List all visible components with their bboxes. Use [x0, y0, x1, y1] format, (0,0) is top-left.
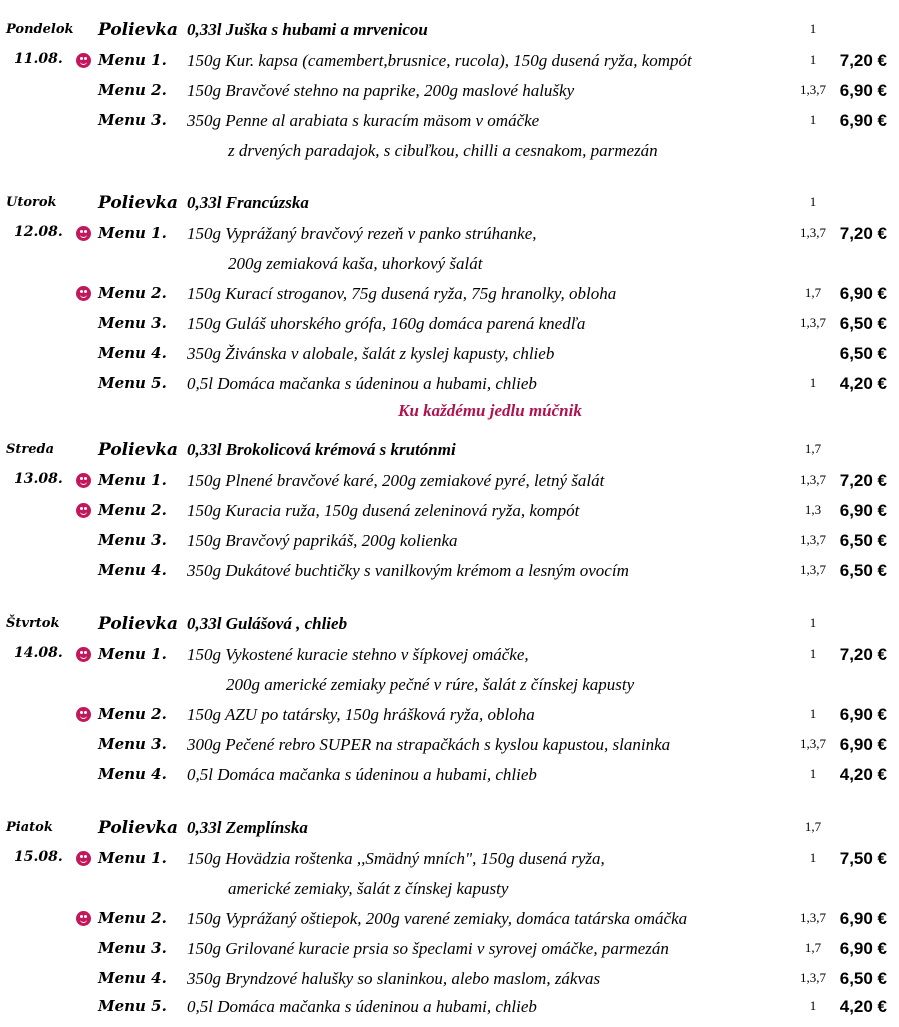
menu-row	[0, 849, 899, 879]
menu-row	[0, 939, 899, 969]
smiley-icon	[76, 707, 91, 722]
menu-description: 350g Penne al arabiata s kuracím mäsom v omáčke	[187, 111, 540, 130]
menu-description: americké zemiaky, šalát z čínskej kapusty	[228, 879, 509, 898]
menu-description: 150g AZU po tatársky, 150g hrášková ryža, obloha	[187, 705, 535, 724]
menu-label: Menu 3.	[98, 939, 167, 957]
menu-label: Menu 1.	[98, 471, 167, 489]
menu-description: 0,5l Domáca mačanka s údeninou a hubami, chlieb	[187, 374, 537, 393]
menu-description: 150g Grilované kuracie prsia so špeclami v syrovej omáčke, parmezán	[187, 939, 669, 958]
menu-description: 150g Kur. kapsa (camembert,brusnice, rucola), 150g dusená ryža, kompót	[187, 51, 692, 70]
day-name: Streda	[6, 442, 55, 457]
menu-row	[0, 705, 899, 735]
menu-description: 150g Vykostené kuracie stehno v šípkovej omáčke,	[187, 645, 529, 664]
smiley-icon	[76, 286, 91, 301]
day-date: 11.08.	[14, 51, 63, 67]
menu-description: 350g Bryndzové halušky so slaninkou, alebo maslom, zákvas	[187, 969, 601, 988]
price: 7,20 €	[839, 224, 887, 243]
allergens: 1	[809, 112, 817, 127]
menu-row	[0, 111, 899, 141]
menu-row-continuation	[0, 879, 899, 909]
menu-row	[0, 51, 899, 81]
price: 7,20 €	[839, 645, 887, 664]
menu-label: Menu 5.	[98, 374, 167, 392]
price: 7,20 €	[839, 471, 887, 490]
allergens: 1,3,7	[800, 970, 826, 985]
smiley-icon	[76, 851, 91, 866]
day-name: Piatok	[6, 820, 53, 835]
allergens: 1,3,7	[800, 472, 826, 487]
soup-description: 0,33l Francúzska	[187, 193, 309, 212]
day-date: 15.08.	[14, 849, 63, 865]
soup-row	[0, 818, 899, 848]
allergens: 1,7	[804, 285, 822, 300]
price: 6,90 €	[839, 501, 887, 520]
price: 6,90 €	[839, 705, 887, 724]
menu-description: 150g Kurací stroganov, 75g dusená ryža, 75g hranolky, obloha	[187, 284, 617, 303]
allergens: 1	[809, 850, 817, 865]
menu-row	[0, 344, 899, 374]
allergens: 1	[809, 21, 817, 36]
menu-label: Menu 4.	[98, 765, 167, 783]
price: 6,90 €	[839, 111, 887, 130]
menu-description: 150g Vyprážaný bravčový rezeň v panko strúhanke,	[187, 224, 537, 243]
smiley-icon	[76, 473, 91, 488]
price: 7,50 €	[839, 849, 887, 868]
menu-description: 150g Vyprážaný oštiepok, 200g varené zemiaky, domáca tatárska omáčka	[187, 909, 688, 928]
soup-row	[0, 614, 899, 644]
allergens: 1	[809, 615, 817, 630]
allergens: 1	[809, 52, 817, 67]
price: 6,90 €	[839, 284, 887, 303]
allergens: 1,3,7	[800, 736, 826, 751]
menu-label: Menu 3.	[98, 314, 167, 332]
soup-row	[0, 440, 899, 470]
price: 6,90 €	[839, 735, 887, 754]
smiley-icon	[76, 226, 91, 241]
price: 6,90 €	[839, 81, 887, 100]
price: 6,90 €	[839, 939, 887, 958]
soup-description: 0,33l Zemplínska	[187, 818, 308, 837]
menu-label: Menu 2.	[98, 705, 167, 723]
allergens: 1,7	[804, 819, 822, 834]
menu-row	[0, 81, 899, 111]
smiley-icon	[76, 647, 91, 662]
soup-label: Polievka	[98, 20, 179, 40]
menu-label: Menu 4.	[98, 969, 167, 987]
menu-label: Menu 1.	[98, 849, 167, 867]
smiley-icon	[76, 53, 91, 68]
menu-row	[0, 645, 899, 675]
menu-row	[0, 471, 899, 501]
allergens: 1,3,7	[800, 532, 826, 547]
menu-description: z drvených paradajok, s cibuľkou, chilli a cesnakom, parmezán	[228, 141, 658, 160]
menu-row	[0, 284, 899, 314]
soup-row	[0, 193, 899, 223]
menu-row	[0, 501, 899, 531]
soup-label: Polievka	[98, 193, 179, 213]
day-name: Pondelok	[6, 22, 74, 37]
menu-label: Menu 2.	[98, 81, 167, 99]
menu-row-continuation	[0, 141, 899, 171]
menu-label: Menu 2.	[98, 501, 167, 519]
menu-label: Menu 2.	[98, 909, 167, 927]
soup-label: Polievka	[98, 440, 179, 460]
day-date: 13.08.	[14, 471, 63, 487]
menu-label: Menu 4.	[98, 561, 167, 579]
soup-description: 0,33l Brokolicová krémová s krutónmi	[187, 440, 456, 459]
price: 6,90 €	[839, 909, 887, 928]
dessert-note: Ku každému jedlu múčnik	[398, 401, 582, 420]
menu-row	[0, 314, 899, 344]
day-date: 14.08.	[14, 645, 63, 661]
soup-description: 0,33l Gulášová , chlieb	[187, 614, 348, 633]
menu-description: 150g Bravčový paprikáš, 200g kolienka	[187, 531, 458, 550]
price: 6,50 €	[839, 344, 887, 363]
allergens: 1	[809, 194, 817, 209]
menu-row	[0, 765, 899, 795]
allergens: 1	[809, 766, 817, 781]
price: 6,50 €	[839, 561, 887, 580]
menu-description: 350g Živánska v alobale, šalát z kyslej kapusty, chlieb	[187, 344, 555, 363]
menu-row-continuation	[0, 675, 899, 705]
allergens: 1,3,7	[800, 225, 826, 240]
menu-row	[0, 969, 899, 999]
allergens: 1,3,7	[800, 562, 826, 577]
menu-label: Menu 3.	[98, 111, 167, 129]
price: 6,50 €	[839, 531, 887, 550]
menu-label: Menu 1.	[98, 51, 167, 69]
allergens: 1,3,7	[800, 82, 826, 97]
menu-row	[0, 224, 899, 254]
soup-label: Polievka	[98, 614, 179, 634]
menu-row-continuation	[0, 254, 899, 284]
allergens: 1,7	[804, 940, 822, 955]
menu-row	[0, 531, 899, 561]
menu-description: 0,5l Domáca mačanka s údeninou a hubami, chlieb	[187, 997, 537, 1016]
menu-label: Menu 1.	[98, 645, 167, 663]
menu-row	[0, 561, 899, 591]
menu-description: 150g Kuracia ruža, 150g dusená zeleninová ryža, kompót	[187, 501, 580, 520]
smiley-icon	[76, 911, 91, 926]
menu-label: Menu 4.	[98, 344, 167, 362]
day-name: Utorok	[6, 195, 57, 210]
menu-row	[0, 735, 899, 765]
menu-description: 150g Guláš uhorského grófa, 160g domáca parená knedľa	[187, 314, 586, 333]
menu-description: 0,5l Domáca mačanka s údeninou a hubami, chlieb	[187, 765, 537, 784]
menu-description: 150g Plnené bravčové karé, 200g zemiakové pyré, letný šalát	[187, 471, 605, 490]
menu-label: Menu 5.	[98, 997, 167, 1015]
allergens: 1,7	[804, 441, 822, 456]
soup-label: Polievka	[98, 818, 179, 838]
menu-label: Menu 2.	[98, 284, 167, 302]
price: 6,50 €	[839, 969, 887, 988]
allergens: 1,3,7	[800, 315, 826, 330]
allergens: 1,3	[804, 502, 822, 517]
allergens: 1	[809, 375, 817, 390]
allergens: 1	[809, 706, 817, 721]
allergens: 1	[809, 998, 817, 1013]
allergens: 1,3,7	[800, 910, 826, 925]
menu-row	[0, 997, 899, 1027]
soup-row	[0, 20, 899, 50]
price: 6,50 €	[839, 314, 887, 333]
price: 4,20 €	[839, 997, 887, 1016]
price: 4,20 €	[839, 765, 887, 784]
menu-description: 350g Dukátové buchtičky s vanilkovým krémom a lesným ovocím	[187, 561, 629, 580]
smiley-icon	[76, 503, 91, 518]
menu-label: Menu 3.	[98, 735, 167, 753]
menu-description: 150g Hovädzia roštenka ,,Smädný mních", 150g dusená ryža,	[187, 849, 605, 868]
day-name: Štvrtok	[6, 616, 60, 631]
menu-label: Menu 1.	[98, 224, 167, 242]
menu-description: 200g zemiaková kaša, uhorkový šalát	[228, 254, 483, 273]
menu-label: Menu 3.	[98, 531, 167, 549]
menu-description: 300g Pečené rebro SUPER na strapačkách s kyslou kapustou, slaninka	[187, 735, 671, 754]
day-date: 12.08.	[14, 224, 63, 240]
menu-description: 200g americké zemiaky pečné v rúre, šalát z čínskej kapusty	[226, 675, 635, 694]
soup-description: 0,33l Juška s hubami a mrvenicou	[187, 20, 428, 39]
price: 7,20 €	[839, 51, 887, 70]
price: 4,20 €	[839, 374, 887, 393]
allergens: 1	[809, 646, 817, 661]
menu-row	[0, 374, 899, 404]
menu-description: 150g Bravčové stehno na paprike, 200g maslové halušky	[187, 81, 575, 100]
menu-row	[0, 909, 899, 939]
